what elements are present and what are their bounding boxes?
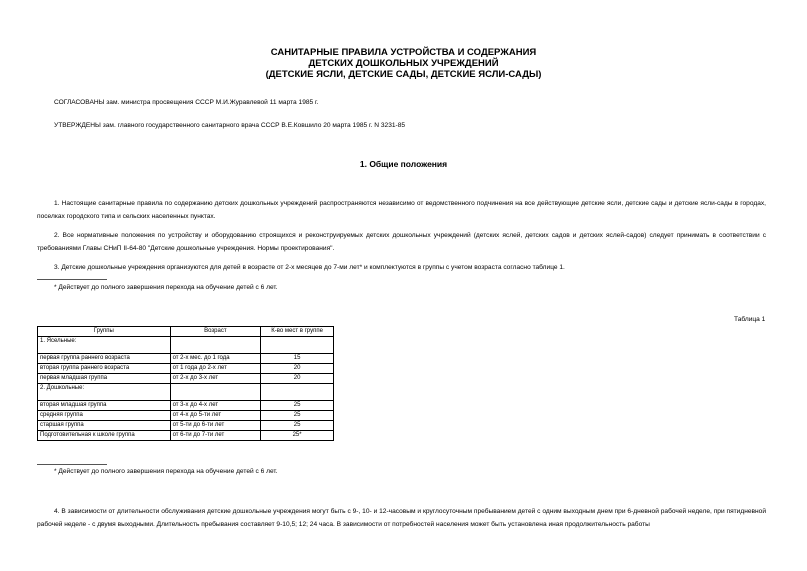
- table-cell: от 3-х до 4-х лет: [170, 401, 261, 411]
- table-cell: 15: [261, 354, 334, 364]
- table-cell: от 2-х до 3-х лет: [170, 374, 261, 384]
- table-row: [38, 401, 334, 411]
- table-row: [38, 364, 334, 374]
- table-row: [38, 384, 334, 401]
- table-cell: [170, 384, 261, 401]
- footnote-divider: [37, 279, 107, 280]
- paragraph-4: 4. В зависимости от длительности обслуживания детские дошкольные учреждения могут быть с 9-, 10- и 12-часовым и круглосуточным пребыванием детей с одним выходным днем при 6-дневной рабочей неделе, при пятидневной рабочей неделе - с двумя выходными. Длительность пребывания составляет 9-10,5; 12; 24 часа. В зависимости от потребностей населения может быть установлена иная продолжительность работы: [37, 508, 766, 528]
- table-cell: Подготовительная к школе группа: [38, 431, 171, 441]
- table-cell: первая младшая группа: [38, 374, 171, 384]
- table-cell: от 5-ти до 6-ти лет: [170, 421, 261, 431]
- table-cell: 20: [261, 374, 334, 384]
- table-cell: вторая младшая группа: [38, 401, 171, 411]
- table-header-row: [38, 327, 334, 337]
- table-cell: 25*: [261, 431, 334, 441]
- table-cell: 1. Ясельные:: [38, 337, 171, 354]
- table-row: [38, 354, 334, 364]
- footnote-divider: [37, 464, 107, 465]
- table-cell: от 4-х до 5-ти лет: [170, 411, 261, 421]
- table-cell: 25: [261, 411, 334, 421]
- footnote-2: * Действует до полного завершения перехода на обучение детей с 6 лет.: [54, 468, 278, 475]
- table-header-age: Возраст: [170, 327, 261, 337]
- table-cell: от 6-ти до 7-ти лет: [170, 431, 261, 441]
- agreed-statement: СОГЛАСОВАНЫ зам. министра просвещения СССР М.И.Журавлевой 11 марта 1985 г.: [54, 99, 319, 106]
- groups-table: [37, 326, 334, 441]
- table-cell: старшая группа: [38, 421, 171, 431]
- table-cell: [170, 337, 261, 354]
- table-cell: 20: [261, 364, 334, 374]
- table-cell: 25: [261, 401, 334, 411]
- table-cell: вторая группа раннего возраста: [38, 364, 171, 374]
- table-cell: средняя группа: [38, 411, 171, 421]
- table-cell: от 2-х мес. до 1 года: [170, 354, 261, 364]
- document-title-line-1: САНИТАРНЫЕ ПРАВИЛА УСТРОЙСТВА И СОДЕРЖАНИЯ: [270, 47, 537, 58]
- table-cell: 25: [261, 421, 334, 431]
- table-cell: от 1 года до 2-х лет: [170, 364, 261, 374]
- footnote-1: * Действует до полного завершения перехода на обучение детей с 6 лет.: [54, 284, 278, 291]
- table-row: [38, 411, 334, 421]
- approved-statement: УТВЕРЖДЕНЫ зам. главного государственного санитарного врача СССР В.Е.Ковшило 20 марта 1985 г. N 3231-85: [54, 122, 406, 129]
- document-title-line-2: ДЕТСКИХ ДОШКОЛЬНЫХ УЧРЕЖДЕНИЙ: [308, 58, 499, 69]
- table-row: [38, 421, 334, 431]
- section-heading: 1. Общие положения: [359, 159, 448, 169]
- document-title-line-3: (ДЕТСКИЕ ЯСЛИ, ДЕТСКИЕ САДЫ, ДЕТСКИЕ ЯСЛИ-САДЫ): [265, 69, 542, 80]
- table-row: [38, 374, 334, 384]
- paragraph-2: 2. Все нормативные положения по устройству и оборудованию строящихся и реконструируемых детских дошкольных учреждений (детских яслей, детских садов и детских яслей-садов) следует принимать в соответствии с требованиями Главы СНиП II-64-80 "Детские дошкольные учреждения. Нормы проектирования".: [37, 232, 766, 252]
- table-cell: первая группа раннего возраста: [38, 354, 171, 364]
- table-row: [38, 337, 334, 354]
- paragraph-3: 3. Детские дошкольные учреждения организуются для детей в возрасте от 2-х месяцев до 7-ми лет* и комплектуются в группы с учетом возраста согласно таблице 1.: [54, 264, 565, 271]
- table-header-places: К-во мест в группе: [261, 327, 334, 337]
- table-cell: 2. Дошкольные:: [38, 384, 171, 401]
- table-row: [38, 431, 334, 441]
- table-cell: [261, 337, 334, 354]
- paragraph-1: 1. Настоящие санитарные правила по содержанию детских дошкольных учреждений распространяются независимо от ведомственного подчинения на все действующие детские ясли, детские сады и детские ясли-сады в городах, поселках городского типа и сельских населенных пунктах.: [37, 200, 766, 220]
- table-header-groups: Группы: [38, 327, 171, 337]
- table-cell: [261, 384, 334, 401]
- table-caption: Таблица 1: [734, 316, 766, 323]
